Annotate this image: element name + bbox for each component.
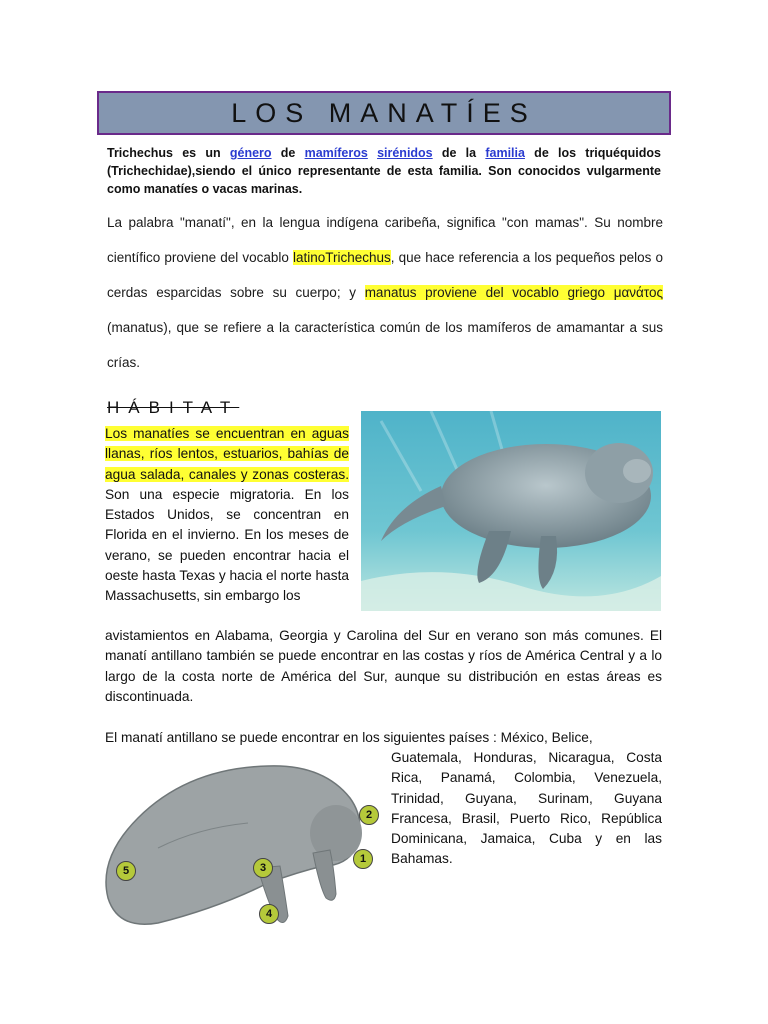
link-mamiferos[interactable]: mamíferos [304, 146, 368, 160]
etymology-text: (manatus), que se refiere a la característica común de los mamíferos de amamantar a sus crías. [107, 320, 663, 370]
manatee-photo [361, 411, 661, 611]
habitat-paragraph-continued: avistamientos en Alabama, Georgia y Carolina del Sur en verano son más comunes. El manatí antillano también se puede encontrar en las costas y ríos de América Central y a lo largo de la costa norte de América del Sur, aunque su distribución en estas áreas es discontinuada. [105, 628, 662, 704]
link-familia[interactable]: familia [485, 146, 525, 160]
manatee-illustration [98, 748, 380, 938]
intro-text: Trichechus es un [107, 146, 230, 160]
link-sirenidos[interactable]: sirénidos [377, 146, 433, 160]
label-2: 2 [359, 805, 379, 825]
title-banner [97, 91, 671, 135]
label-1: 1 [353, 849, 373, 869]
countries-list: Guatemala, Honduras, Nicaragua, Costa Rica, Panamá, Colombia, Venezuela, Trinidad, Guyana, Surinam, Guyana Francesa, Brasil, Puerto Rico, República Dominicana, Jamaica, Cuba y en las Bahamas. [391, 750, 662, 867]
intro-text: de la [432, 146, 486, 160]
link-genero[interactable]: género [229, 146, 272, 160]
label-5: 5 [116, 861, 136, 881]
highlight-greek: manatus proviene del vocablo griego μανάτος [364, 285, 664, 300]
highlight-latin: latinoTrichechus [293, 250, 391, 265]
intro-text [368, 146, 377, 160]
intro-text: de [271, 146, 305, 160]
habitat-heading: HÁBITAT [107, 398, 240, 417]
countries-lead: El manatí antillano se puede encontrar en los siguientes países : México, Belice, [105, 730, 593, 745]
habitat-paragraph [105, 424, 349, 607]
intro-text: de los triquéquidos (Trichechidae),siendo el único representante de esta familia. Son conocidos vulgarmente como manatíes o vacas marinas. [107, 146, 661, 196]
label-4: 4 [259, 904, 279, 924]
etymology-text: La palabra "manatí", en la lengua indígena caribeña, significa "con mamas". Su nombre científico proviene del vocablo [107, 215, 663, 265]
intro-paragraph [107, 144, 661, 198]
highlight-habitat: Los manatíes se encuentran en aguas llanas, ríos lentos, estuarios, bahías de agua salada, canales y zonas costeras. [105, 426, 349, 482]
page-title: LOS MANATÍES [231, 97, 537, 128]
etymology-text: , que hace referencia a los pequeños pelos o cerdas esparcidas sobre su cuerpo; y [107, 250, 663, 300]
habitat-text: Son una especie migratoria. En los Estados Unidos, se concentran en Florida en el invierno. En los meses de verano, se pueden encontrar hacia el oeste hasta Texas y hacia el norte hasta Massachusetts, sin embargo los [105, 486, 349, 604]
label-3: 3 [253, 858, 273, 878]
etymology-paragraph [107, 205, 663, 380]
